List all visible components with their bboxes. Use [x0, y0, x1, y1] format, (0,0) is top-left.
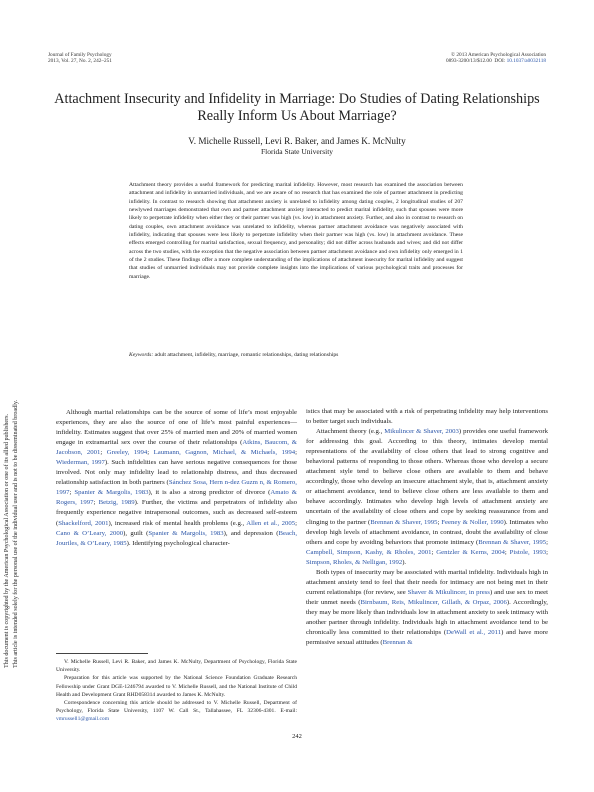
copyright-header [446, 52, 546, 65]
body-text: ), it is also a strong predictor of divorce ( [148, 489, 271, 497]
issn: 0893-3200/13/$12.00 [445, 58, 492, 65]
copyright-notice-vertical [2, 220, 22, 668]
citation-link[interactable]: Spanier & Margolis, 1983 [148, 529, 224, 537]
body-text: ). Accordingly, they may be more likely than individuals low in attachment anxiety to seek intimacy with another partner through infidelity. Individuals high in attachment avoidance tend to be chronically less committed to their relationships ( [306, 598, 548, 637]
body-text: ; [546, 538, 548, 546]
journal-name: Journal of Family Psychology [48, 52, 112, 58]
citation-link[interactable]: Brennan & Shaver, 1995 [478, 538, 547, 546]
footnote-funding: Preparation for this article was supported by the National Science Foundation Graduate Research Fellowship under Grant DGE-1246794 awarded to V. Michelle Russell, and the National Institute of Child Health and Development Grant RHD058314 awarded to James K. McNulty. [56, 675, 297, 698]
footnote-correspondence [56, 699, 297, 724]
copyright-notice-line-1: This document is copyrighted by the American Psychological Association or one of its allied publishers. [4, 413, 10, 668]
body-text: ; [147, 449, 154, 457]
body-text: ). [402, 558, 407, 566]
body-text: ) and have more permissive sexual attitudes ( [306, 629, 548, 647]
body-text: ) and use sex to meet their unmet needs ( [306, 588, 549, 606]
paragraph [306, 568, 548, 648]
citation-link[interactable]: Amato & Rogers, 1997 [56, 489, 297, 507]
body-text: ; [100, 449, 107, 457]
article-authors: V. Michelle Russell, Levi R. Baker, and James K. McNulty [188, 136, 406, 146]
body-text: ; [69, 489, 75, 497]
citation-link[interactable]: Betzig, 1989 [98, 499, 135, 507]
issn-doi-line [446, 58, 546, 64]
body-text: ; [295, 519, 297, 527]
email-link[interactable]: vmrussell1@gmail.com [56, 716, 110, 723]
right-column [306, 407, 548, 648]
body-text: Attachment theory (e.g., [316, 428, 385, 436]
citation-link[interactable]: Cano & O’Leary, 2000 [56, 529, 124, 537]
citation-link[interactable]: Beach, Jouriles, & O’Leary, 1985 [56, 529, 298, 547]
body-text: ; [504, 548, 510, 556]
body-text: ). Identifying psychological character- [126, 539, 230, 547]
citation-link[interactable]: Feeney & Noller, 1990 [441, 518, 504, 526]
doi-link[interactable]: 10.1037/a0032118 [506, 58, 546, 65]
copyright-line: © 2013 American Psychological Association [451, 52, 546, 58]
body-text: ), and depression ( [223, 529, 279, 537]
citation-link[interactable]: Campbell, Simpson, Kashy, & Rholes, 2001 [306, 548, 432, 556]
doi-label: DOI: [494, 58, 506, 65]
body-text: ). Further, the victims and perpetrators of infidelity also frequently experience negative intrapersonal outcomes, such as decreased self-esteem ( [56, 499, 297, 527]
paragraph [56, 408, 297, 549]
citation-link[interactable]: Simpson, Rholes, & Nelligan, 1992 [306, 558, 403, 566]
citation-link[interactable]: Brennan & [382, 639, 413, 647]
body-text: istics that may be associated with a risk of perpetrating infidelity may help interventions to better target such individuals. [306, 408, 548, 426]
page-number: 242 [292, 733, 302, 740]
copyright-notice-line-2: This article is intended solely for the personal use of the individual user and is not to be disseminated broadly. [13, 399, 19, 668]
citation-link[interactable]: Atkins, Baucom, & Jacobson, 2001 [56, 439, 298, 457]
footnote-authors: V. Michelle Russell, Levi R. Baker, and James K. McNulty, Department of Psychology, Florida State University. [56, 659, 297, 674]
body-text: ), guilt ( [123, 529, 149, 537]
footnote-divider [56, 653, 148, 654]
paragraph [306, 407, 548, 427]
keywords-label: Keywords: [129, 352, 154, 358]
citation-link[interactable]: Laumann, Gagnon, Michael, & Michaels, 1994 [153, 449, 296, 457]
author-affiliation: Florida State University [260, 147, 334, 156]
citation-link[interactable]: Shaver & Mikulincer, in press [407, 588, 490, 596]
abstract: Attachment theory provides a useful framework for predicting marital infidelity. However, most research has examined the association between attachment and infidelity in unmarried individuals, and we are aware of no research that has examined the role of partner attachment in predicting infidelity. In contrast to research showing that attachment anxiety is unrelated to infidelity among dating couples, 2 longitudinal studies of 207 newlywed marriages demonstrated that own and partner attachment anxiety interacted to predict marital infidelity, such that spouses were more likely to perpetrate infidelity when either they or their partner was high (vs. low) in attachment anxiety. Further, and also in contrast to research on dating couples, own attachment avoidance was unrelated to infidelity, whereas partner attachment avoidance was negatively associated with infidelity, indicating that spouses were less likely to perpetrate infidelity when their partner was high (vs. low) in attachment avoidance. These effects emerged controlling for marital satisfaction, sexual frequency, and personality; did not differ across husbands and wives; and did not differ across the two studies, with the exception that the negative association between partner attachment avoidance and own infidelity only emerged in 1 of the 2 studies. These findings offer a more complete understanding of the implications of attachment insecurity for marital infidelity and suggest that studies of unmarried individuals may not provide complete insights into the implications of various psychological traits and processes for marriage. [129, 182, 463, 280]
citation-link[interactable]: Wiederman, 1997 [56, 459, 105, 467]
footnotes [56, 658, 297, 724]
keywords-text: adult attachment, infidelity, marriage, romantic relationships, dating relationships [154, 352, 339, 358]
journal-header [48, 52, 112, 65]
correspondence-text: Correspondence concerning this article should be addressed to V. Michelle Russell, Department of Psychology, Florida State University, 1107 W. Call St., Tallahassee, FL 32306-4301. E-mail: [56, 700, 297, 715]
body-text: ) provides one useful framework for addressing this goal. According to this theory, intimates develop mental representations of the availability of close others that lead to strong cognitive and behavioral patterns of responding to those others. Whereas those who develop a secure attachment style tend to believe close others are available to them and behave accordingly, those who develop an insecure attachment style, that is, attachment anxiety or attachment avoidance, tend to believe close others are less available to them and behave accordingly. Intimates who develop high levels of attachment anxiety are uncertain of the availability of close others and cope by seeking reassurance from and clinging to the partner ( [306, 428, 548, 526]
body-text: Although marital relationships can be the source of some of life’s most enjoyable experiences, they are also the source of one of life’s most painful experiences—infidelity. Estimates suggest that over 25% of married men and 20% of married women engage in extramarital sex over the course of their relationships ( [56, 409, 297, 447]
citation-link[interactable]: Spanier & Margolis, 1983 [74, 489, 149, 497]
body-text: ), increased risk of mental health problems (e.g., [108, 519, 247, 527]
body-text: ). Such infidelities can have serious negative consequences for those involved. Not only may infidelity lead to relationship distress, and thus decreased relationship satisfaction in both partners ( [56, 459, 297, 487]
article-title: Attachment Insecurity and Infidelity in Marriage: Do Studies of Dating Relationships Really Inform Us About Marriage? [54, 91, 540, 124]
citation-link[interactable]: Greeley, 1994 [106, 449, 148, 457]
citation-link[interactable]: Allen et al., 2005 [246, 519, 296, 527]
paragraph [306, 427, 548, 568]
body-text: ; [546, 548, 548, 556]
body-text: ; [437, 518, 442, 526]
keywords [129, 352, 463, 359]
body-text: Both types of insecurity may be associated with marital infidelity. Individuals high in attachment anxiety tend to feel that their needs for intimacy are not being met in their current relationships (for review, see [306, 568, 548, 596]
body-text: ). Intimates who develop high levels of attachment avoidance, in contrast, doubt the availability of close others and cope by avoiding behaviors that promote intimacy ( [306, 518, 548, 546]
body-text: ; [431, 548, 437, 556]
left-column [56, 408, 297, 549]
journal-volume: 2013, Vol. 27, No. 2, 242–251 [48, 58, 112, 65]
citation-link[interactable]: DeWall et al., 2011 [446, 629, 502, 637]
citation-link[interactable]: Shackelford, 2001 [58, 519, 109, 527]
citation-link[interactable]: Brennan & Shaver, 1995 [370, 518, 438, 526]
citation-link[interactable]: Sánchez Sosa, Hern n-dez Guzm n, & Romero, 1997 [56, 479, 297, 497]
citation-link[interactable]: Mikulincer & Shaver, 2003 [384, 428, 459, 436]
body-text: ; [295, 449, 297, 457]
citation-link[interactable]: Pistole, 1993 [509, 548, 547, 556]
citation-link[interactable]: Gentzler & Kerns, 2004 [436, 548, 505, 556]
citation-link[interactable]: Birnbaum, Reis, Mikulincer, Gillath, & Orpaz, 2006 [360, 598, 507, 606]
body-text: ; [93, 499, 99, 507]
